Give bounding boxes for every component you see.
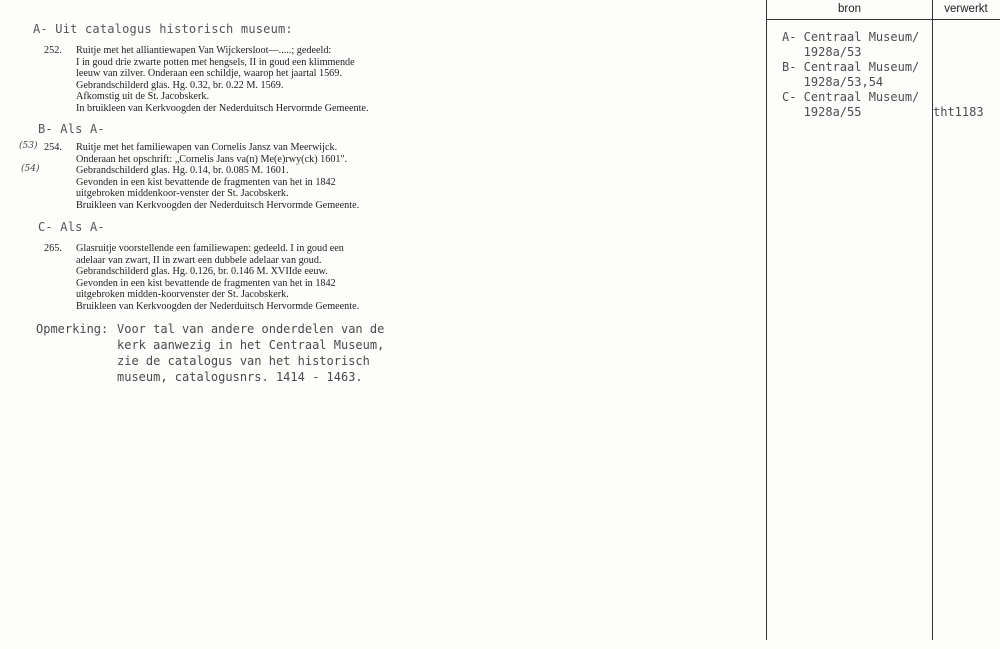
bron-line: 1928a/53	[782, 45, 862, 59]
entry-line: uitgebroken middenkoor-venster der St. Jacobskerk.	[76, 188, 289, 199]
entry-line: Gebrandschilderd glas. Hg. 0.14, br. 0.085 M. 1601.	[76, 165, 289, 176]
section-b-heading: B- Als A-	[38, 122, 105, 136]
entry-text	[76, 142, 359, 211]
table-column-divider	[932, 0, 933, 640]
entry-text	[76, 243, 359, 312]
table-header-rule	[766, 19, 1000, 20]
entry-line: Onderaan het opschrift: „Cornelis Jans va(n) Me(e)rwy(ck) 1601".	[76, 153, 348, 165]
entry-line: Gebrandschilderd glas. Hg. 0.32, br. 0.22 M. 1569.	[76, 79, 284, 91]
entry-line: Ruitje met het alliantiewapen Van Wijckersloot—.....; gedeeld:	[76, 45, 332, 56]
entry-line: Glasruitje voorstellende een familiewapen: gedeeld. I in goud een	[76, 243, 344, 254]
table-left-border	[766, 0, 767, 640]
entry-line: Bruikleen van Kerkvoogden der Nederduitsch Hervormde Gemeente.	[76, 300, 360, 312]
bron-line: A- Centraal Museum/	[782, 30, 920, 44]
margin-note: (54)	[21, 164, 40, 174]
entry-text	[76, 45, 369, 114]
entry-line: Ruitje met het familiewapen van Cornelis Jansz van Meerwijck.	[76, 142, 338, 153]
entry-line: leeuw van zilver. Onderaan een schildje, waarop het jaartal 1569.	[76, 68, 342, 79]
bron-line: C- Centraal Museum/	[782, 90, 920, 104]
entry-line: In bruikleen van Kerkvoogden der Nederduitsch Hervormde Gemeente.	[76, 102, 369, 114]
remark-line: kerk aanwezig in het Centraal Museum,	[117, 338, 385, 352]
remark-line: Voor tal van andere onderdelen van de	[117, 322, 385, 336]
remark-line: zie de catalogus van het historisch	[117, 354, 370, 368]
entry-line: Gevonden in een kist bevattende de fragmenten van het in 1842	[76, 277, 336, 289]
remark-line: museum, catalogusnrs. 1414 - 1463.	[117, 370, 363, 384]
entry-line: Gebrandschilderd glas. Hg. 0.126, br. 0.146 M. XVIIde eeuw.	[76, 266, 328, 277]
remark-label: Opmerking:	[36, 322, 109, 336]
column-header-verwerkt: verwerkt	[944, 3, 988, 15]
entry-line: Afkomstig uit de St. Jacobskerk.	[76, 91, 209, 102]
entry-number: 254.	[44, 142, 62, 153]
column-header-bron: bron	[837, 3, 862, 15]
section-c-heading: C- Als A-	[38, 220, 105, 234]
bron-line: 1928a/53,54	[782, 75, 884, 89]
entry-number: 252.	[44, 45, 62, 56]
entry-line: Bruikleen van Kerkvoogden der Nederduitsch Hervormde Gemeente.	[76, 199, 360, 211]
entry-line: I in goud drie zwarte potten met hengsels, II in goud een klimmende	[76, 56, 355, 68]
verwerkt-value: tht1183	[933, 105, 984, 119]
section-a-heading: A- Uit catalogus historisch museum:	[33, 22, 293, 36]
bron-line: B- Centraal Museum/	[782, 60, 920, 74]
entry-number: 265.	[44, 243, 62, 254]
margin-note: (53)	[19, 141, 38, 151]
bron-line: 1928a/55	[782, 105, 862, 119]
entry-line: adelaar van zwart, II in zwart een dubbele adelaar van goud.	[76, 254, 322, 266]
entry-line: uitgebroken midden-koorvenster der St. Jacobskerk.	[76, 289, 289, 300]
entry-line: Gevonden in een kist bevattende de fragmenten van het in 1842	[76, 176, 336, 188]
